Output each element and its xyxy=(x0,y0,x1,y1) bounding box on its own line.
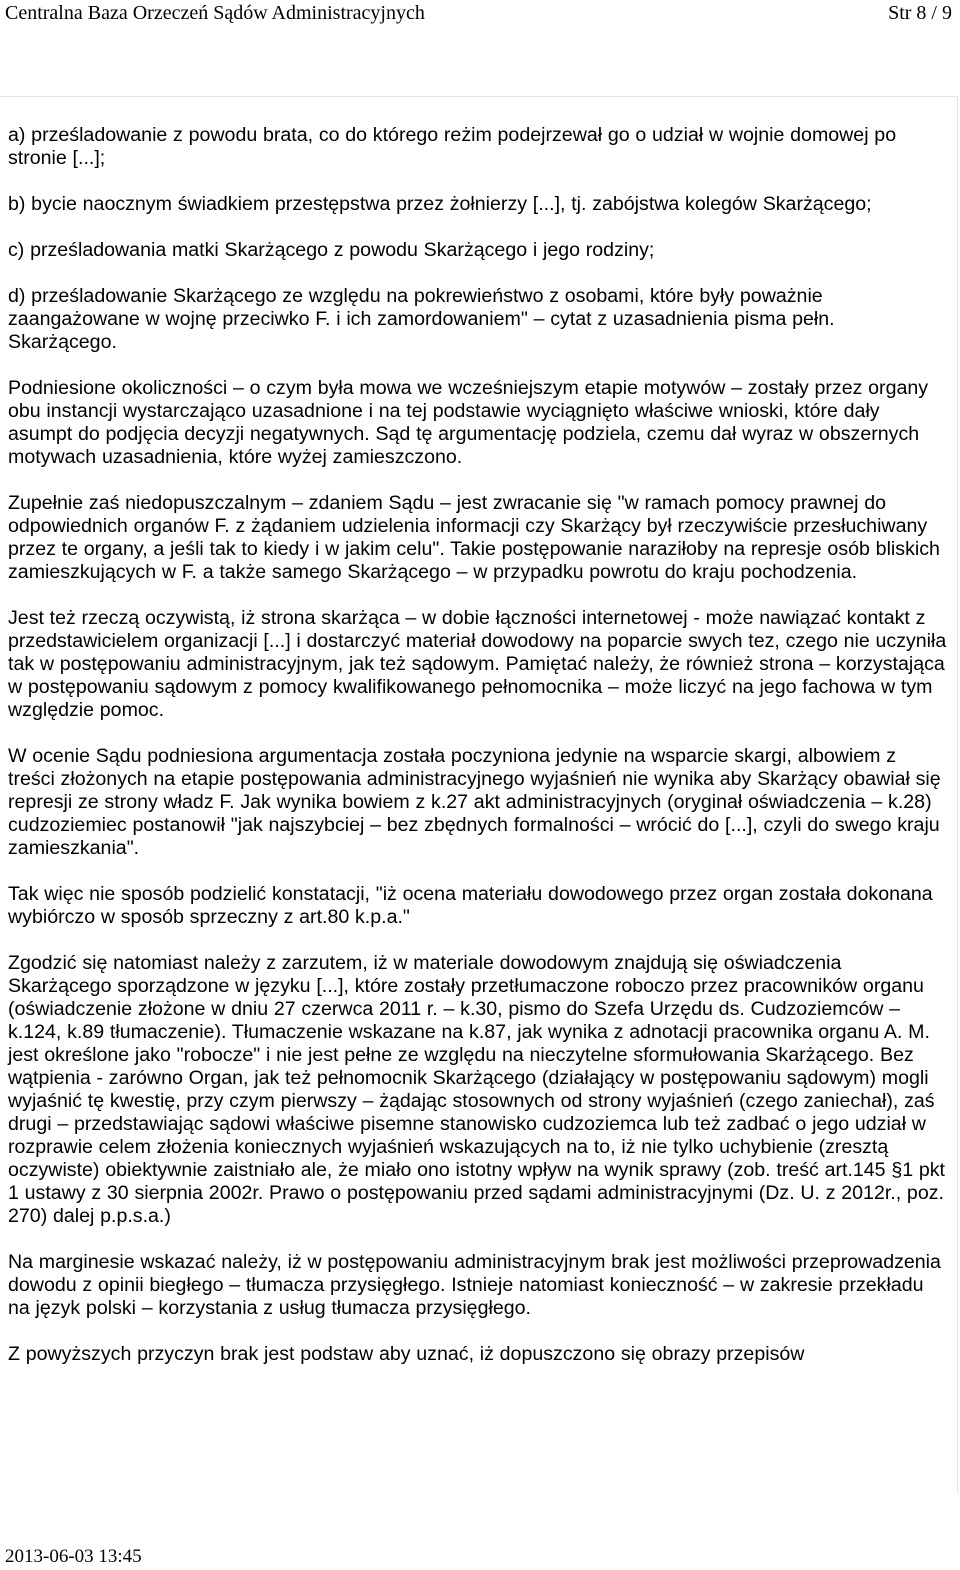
document-source-title: Centralna Baza Orzeczeń Sądów Administracyjnych xyxy=(5,2,425,24)
page-number: Str 8 / 9 xyxy=(888,2,952,24)
document-body xyxy=(8,124,948,1389)
paragraph-a: a) prześladowanie z powodu brata, co do którego reżim podejrzewał go o udział w wojnie domowej po stronie [...]; xyxy=(8,124,897,169)
paragraph-b: b) bycie naocznym świadkiem przestępstwa przez żołnierzy [...], tj. zabójstwa kolegów Skarżącego; xyxy=(8,193,872,215)
print-timestamp: 2013-06-03 13:45 xyxy=(5,1546,142,1567)
paragraph: Z powyższych przyczyn brak jest podstaw aby uznać, iż dopuszczono się obrazy przepisów xyxy=(8,1343,805,1365)
paragraph-d: d) prześladowanie Skarżącego ze względu na pokrewieństwo z osobami, które były poważnie zaangażowane w wojnę przeciwko F. i ich zamordowaniem" – cytat z uzasadnienia pisma pełn. Skarżącego. xyxy=(8,285,835,353)
paragraph: Zupełnie zaś niedopuszczalnym – zdaniem Sądu – jest zwracanie się "w ramach pomocy prawnej do odpowiednich organów F. z żądaniem udzielenia informacji czy Skarżący był rzeczywiście przesłuchiwany przez te organy, a jeśli tak to kiedy i w jakim celu". Takie postępowanie naraziłoby na represje osób bliskich zamieszkujących w F. a także samego Skarżącego – w przypadku powrotu do kraju pochodzenia. xyxy=(8,492,940,583)
paragraph: Jest też rzeczą oczywistą, iż strona skarżąca – w dobie łączności internetowej - może nawiązać kontakt z przedstawicielem organizacji [...] i dostarczyć materiał dowodowy na poparcie swych tez, czego nie uczyniła tak w postępowaniu administracyjnym, jak też sądowym. Pamiętać należy, że również strona – korzystająca w postępowaniu sądowym z pomocy kwalifikowanego pełnomocnika – może liczyć na jego fachowa w tym względzie pomoc. xyxy=(8,607,947,721)
paragraph: Zgodzić się natomiast należy z zarzutem, iż w materiale dowodowym znajdują się oświadczenia Skarżącego sporządzone w języku [...], które zostały przetłumaczone roboczo przez pracowników organu (oświadczenie złożone w dniu 27 czerwca 2011 r. – k.30, pismo do Szefa Urzędu ds. Cudzoziemców – k.124, k.89 tłumaczenie). Tłumaczenie wskazane na k.87, jak wynika z adnotacji pracownika organu A. M. jest określone jako "robocze" i nie jest pełne ze względu na nieczytelne sformułowania Skarżącego. Bez wątpienia - zarówno Organ, jak też pełnomocnik Skarżącego (działający w postępowaniu sądowym) mogli wyjaśnić tę kwestię, przy czym pierwszy – żądając stosownych od strony wyjaśnień (czego zaniechał), zaś drugi – przedstawiając sądowi właściwe pisemne stanowisko cudzoziemca lub też zadbać o jego udział w rozprawie celem złożenia koniecznych wyjaśnień wskazujących na to, iż nie tylko uchybienie (zresztą oczywiste) obiektywnie zaistniało ale, że miało ono istotny wpływ na wynik sprawy (zob. treść art.145 §1 pkt 1 ustawy z 30 sierpnia 2002r. Prawo o postępowaniu przed sądami administracyjnymi (Dz. U. z 2012r., poz. 270) dalej p.p.s.a.) xyxy=(8,952,945,1227)
paragraph: Tak więc nie sposób podzielić konstatacji, "iż ocena materiału dowodowego przez organ została dokonana wybiórczo w sposób sprzeczny z art.80 k.p.a." xyxy=(8,883,933,928)
paragraph: Podniesione okoliczności – o czym była mowa we wcześniejszym etapie motywów – zostały przez organy obu instancji wystarczająco uzasadnione i na tej podstawie wyciągnięto właściwe wnioski, które dały asumpt do podjęcia decyzji negatywnych. Sąd tę argumentację podziela, czemu dał wyraz w obszernych motywach uzasadnienia, które wyżej zamieszczono. xyxy=(8,377,929,468)
paragraph: Na marginesie wskazać należy, iż w postępowaniu administracyjnym brak jest możliwości przeprowadzenia dowodu z opinii biegłego – tłumacza przysięgłego. Istnieje natomiast konieczność – w zakresie przekładu na język polski – korzystania z usług tłumacza przysięgłego. xyxy=(8,1251,941,1319)
page-header xyxy=(0,0,960,40)
paragraph-c: c) prześladowania matki Skarżącego z powodu Skarżącego i jego rodziny; xyxy=(8,239,655,261)
paragraph: W ocenie Sądu podniesiona argumentacja została poczyniona jedynie na wsparcie skargi, albowiem z treści złożonych na etapie postępowania administracyjnego wyjaśnień nie wynika aby Skarżący obawiał się represji ze strony władz F. Jak wynika bowiem z k.27 akt administracyjnych (oryginał oświadczenia – k.28) cudzoziemiec postanowił "jak najszybciej – bez zbędnych formalności – wrócić do [...], czyli do swego kraju zamieszkania". xyxy=(8,745,941,859)
